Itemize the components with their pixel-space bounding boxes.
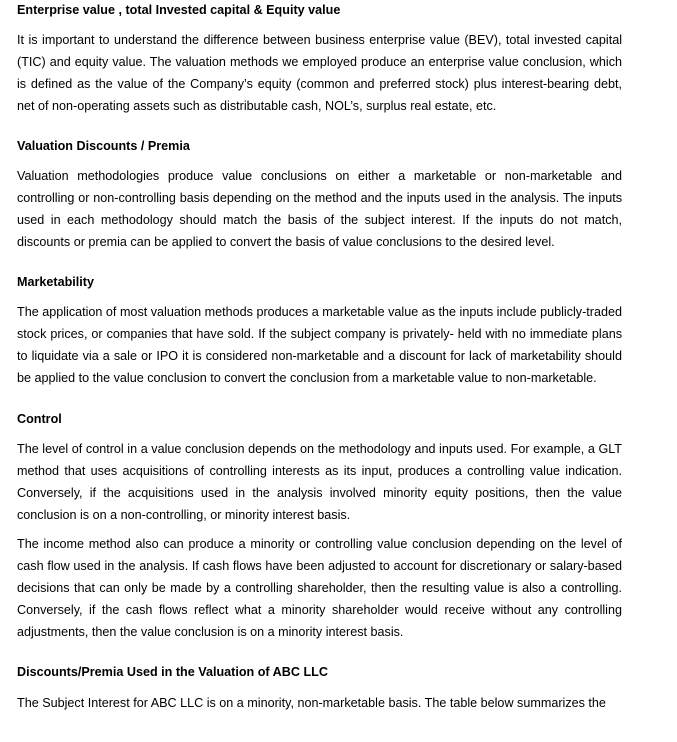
paragraph-enterprise-value: It is important to understand the difference between business enterprise value (BEV), total invested capital (TIC) and equity value. The valuation methods we employed produce an enterprise value conclusion, which is defined as the value of the Company’s equity (common and preferred stock) plus interest-bearing debt, net of non-operating assets such as distributable cash, NOL’s, surplus real estate, etc. — [17, 33, 622, 113]
paragraph-valuation-discounts: Valuation methodologies produce value conclusions on either a marketable or non-marketable and controlling or non-controlling basis depending on the method and the inputs used in the analysis. The inputs used in each methodology should match the basis of the subject interest. If the inputs do not match, discounts or premia can be applied to convert the basis of value conclusions to the desired level. — [17, 169, 622, 249]
paragraph-discounts-premia-abc: The Subject Interest for ABC LLC is on a minority, non-marketable basis. The table below summarizes the — [17, 696, 606, 710]
section-heading-control: Control — [17, 412, 62, 426]
section-heading-valuation-discounts: Valuation Discounts / Premia — [17, 139, 190, 153]
paragraph-control-1: The level of control in a value conclusion depends on the methodology and inputs used. For example, a GLT method that uses acquisitions of controlling interests as its input, produces a controlling value indication. Conversely, if the acquisitions used in the analysis involved minority equity positions, then the value conclusion is on a non-controlling, or minority interest basis. — [17, 442, 622, 522]
section-heading-enterprise-value: Enterprise value , total Invested capital & Equity value — [17, 3, 341, 17]
paragraph-control-2: The income method also can produce a minority or controlling value conclusion depending on the level of cash flow used in the analysis. If cash flows have been adjusted to account for discretionary or salary-based decisions that can only be made by a controlling shareholder, then the resulting value is also a controlling. Conversely, if the cash flows reflect what a minority shareholder would receive without any controlling adjustments, then the value conclusion is on a minority interest basis. — [17, 537, 622, 639]
section-heading-marketability: Marketability — [17, 275, 94, 289]
paragraph-marketability: The application of most valuation methods produces a marketable value as the inputs include publicly-traded stock prices, or companies that have sold. If the subject company is privately- held with no immediate plans to liquidate via a sale or IPO it is considered non-marketable and a discount for lack of marketability should be applied to the value conclusion to convert the conclusion from a marketable value to non-marketable. — [17, 305, 622, 385]
section-heading-discounts-premia-abc: Discounts/Premia Used in the Valuation of ABC LLC — [17, 665, 328, 679]
